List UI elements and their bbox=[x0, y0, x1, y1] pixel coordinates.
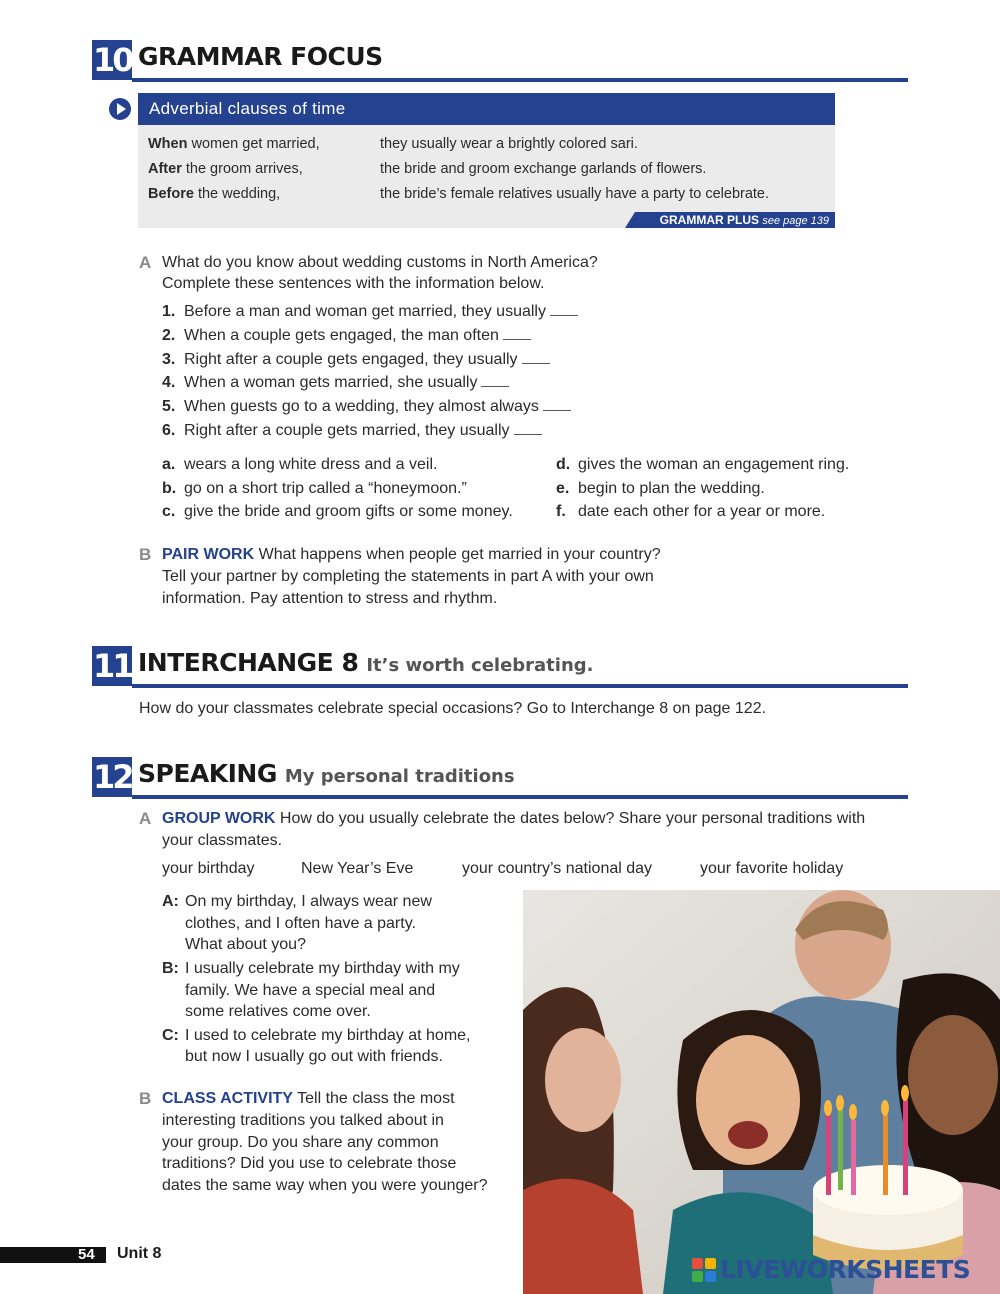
instruction-line: interesting traditions you talked about in bbox=[162, 1112, 444, 1129]
grammar-row-left: After the groom arrives, bbox=[148, 161, 303, 177]
option-item: b. go on a short trip called a “honeymoon.” bbox=[162, 480, 467, 497]
section-12-header bbox=[92, 757, 908, 797]
instruction-line: Tell your partner by completing the statements in part A with your own bbox=[162, 568, 654, 585]
part-letter: B bbox=[139, 545, 152, 564]
option-item: a. wears a long white dress and a veil. bbox=[162, 456, 438, 473]
sentence-item: 3. Right after a couple gets engaged, they usually bbox=[162, 351, 550, 369]
celebration-photo bbox=[523, 890, 1000, 1294]
speaker-label: C: bbox=[162, 1027, 179, 1044]
speaker-label: A: bbox=[162, 893, 179, 910]
activity-label: CLASS ACTIVITY bbox=[162, 1090, 293, 1107]
grammar-plus-link[interactable]: GRAMMAR PLUS see page 139 bbox=[635, 212, 835, 228]
interchange-text: How do your classmates celebrate special occasions? Go to Interchange 8 on page 122. bbox=[139, 700, 767, 717]
date-option: New Year’s Eve bbox=[301, 860, 414, 877]
part-letter: A bbox=[139, 253, 152, 272]
section-number: 10 bbox=[93, 41, 132, 79]
instruction-line: What do you know about wedding customs in North America? bbox=[162, 254, 598, 271]
liveworksheets-logo-icon bbox=[692, 1258, 716, 1282]
instruction-line: CLASS ACTIVITY Tell the class the most bbox=[162, 1090, 455, 1107]
speaker-label: B: bbox=[162, 960, 179, 977]
sentence-item: 1. Before a man and woman get married, they usually bbox=[162, 303, 578, 321]
dialogue-line: family. We have a special meal and bbox=[185, 982, 436, 999]
date-option: your country’s national day bbox=[462, 860, 653, 877]
instruction-line: information. Pay attention to stress and rhythm. bbox=[162, 590, 498, 607]
instruction-line: PAIR WORK What happens when people get married in your country? bbox=[162, 546, 661, 563]
dialogue-line: On my birthday, I always wear new bbox=[185, 893, 432, 910]
section-11-header bbox=[92, 646, 908, 686]
grammar-row-left: When women get married, bbox=[148, 136, 320, 152]
answer-blank[interactable] bbox=[522, 363, 550, 364]
date-option: your favorite holiday bbox=[700, 860, 844, 877]
section-rule bbox=[132, 78, 908, 82]
instruction-line: Complete these sentences with the information below. bbox=[162, 275, 545, 292]
activity-label: PAIR WORK bbox=[162, 546, 255, 563]
section-number: 12 bbox=[93, 758, 132, 796]
section-title: GRAMMAR FOCUS bbox=[138, 42, 383, 71]
dialogue-line: I used to celebrate my birthday at home, bbox=[185, 1027, 471, 1044]
answer-blank[interactable] bbox=[503, 339, 531, 340]
dialogue-line: What about you? bbox=[185, 936, 306, 953]
activity-label: GROUP WORK bbox=[162, 810, 276, 827]
grammar-row-right: the bride and groom exchange garlands of flowers. bbox=[380, 161, 707, 177]
sentence-item: 4. When a woman gets married, she usually bbox=[162, 374, 509, 392]
sentence-item: 6. Right after a couple gets married, they usually bbox=[162, 422, 542, 440]
grammar-box bbox=[138, 93, 835, 228]
watermark-text: LIVEWORKSHEETS bbox=[720, 1255, 971, 1284]
dialogue-line: I usually celebrate my birthday with my bbox=[185, 960, 460, 977]
dialogue-line: but now I usually go out with friends. bbox=[185, 1048, 443, 1065]
section-rule bbox=[132, 684, 908, 688]
section-title: INTERCHANGE 8 It’s worth celebrating. bbox=[138, 648, 594, 677]
section-title: SPEAKING My personal traditions bbox=[138, 759, 515, 788]
option-item: e. begin to plan the wedding. bbox=[556, 480, 765, 497]
grammar-row-left: Before the wedding, bbox=[148, 186, 281, 202]
grammar-row-right: the bride’s female relatives usually have a party to celebrate. bbox=[380, 186, 770, 202]
instruction-line: your group. Do you share any common bbox=[162, 1134, 439, 1151]
play-audio-icon[interactable] bbox=[109, 98, 131, 120]
liveworksheets-watermark bbox=[692, 1255, 992, 1285]
section-10-header bbox=[92, 40, 908, 80]
part-letter: B bbox=[139, 1089, 152, 1108]
answer-blank[interactable] bbox=[514, 434, 542, 435]
unit-label: Unit 8 bbox=[117, 1245, 162, 1262]
instruction-line: traditions? Did you use to celebrate those bbox=[162, 1155, 457, 1172]
section-subtitle: My personal traditions bbox=[284, 766, 515, 787]
instruction-line: your classmates. bbox=[162, 832, 283, 849]
sentence-item: 2. When a couple gets engaged, the man often bbox=[162, 327, 531, 345]
option-item: f. date each other for a year or more. bbox=[556, 503, 826, 520]
section-rule bbox=[132, 795, 908, 799]
instruction-line: dates the same way when you were younger? bbox=[162, 1177, 488, 1194]
option-item: d. gives the woman an engagement ring. bbox=[556, 456, 850, 473]
grammar-row-right: they usually wear a brightly colored sari. bbox=[380, 136, 638, 152]
dialogue-line: clothes, and I often have a party. bbox=[185, 915, 416, 932]
answer-blank[interactable] bbox=[550, 315, 578, 316]
sentence-item: 5. When guests go to a wedding, they almost always bbox=[162, 398, 571, 416]
grammar-box-title: Adverbial clauses of time bbox=[138, 93, 835, 125]
date-option: your birthday bbox=[162, 860, 255, 877]
section-subtitle: It’s worth celebrating. bbox=[366, 655, 594, 676]
section-number: 11 bbox=[93, 647, 132, 685]
answer-blank[interactable] bbox=[543, 410, 571, 411]
page-number: 54 bbox=[78, 1246, 95, 1263]
instruction-line: GROUP WORK How do you usually celebrate the dates below? Share your personal traditions with bbox=[162, 810, 866, 827]
option-item: c. give the bride and groom gifts or some money. bbox=[162, 503, 513, 520]
dialogue-line: some relatives come over. bbox=[185, 1003, 371, 1020]
photo-illustration bbox=[523, 890, 1000, 1294]
part-letter: A bbox=[139, 809, 152, 828]
answer-blank[interactable] bbox=[481, 386, 509, 387]
